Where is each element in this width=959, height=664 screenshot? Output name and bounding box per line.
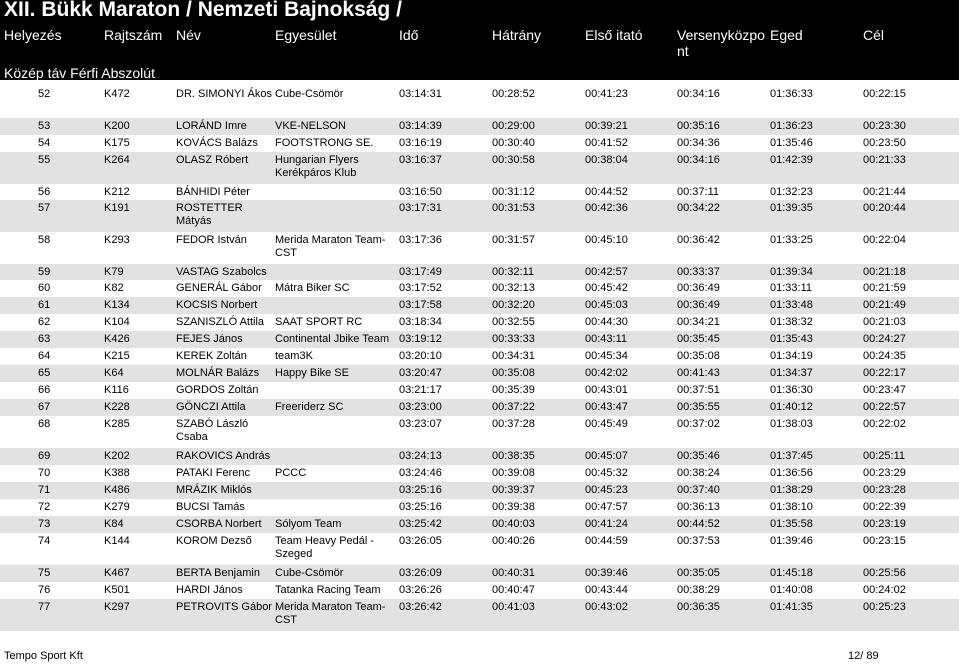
time-gap-cell: 00:40:26 — [492, 535, 535, 547]
split-versenykozpont-cell: 00:34:22 — [677, 202, 720, 214]
position-cell: 75 — [38, 567, 51, 579]
finish-time-cell: 03:17:52 — [399, 282, 442, 294]
footer-page-number: 12/ 89 — [848, 650, 879, 662]
rider-name-cell: FEDOR István — [176, 234, 247, 246]
split-cel-cell: 00:25:56 — [863, 567, 906, 579]
rider-name-cell: SZABÓ László Csaba — [176, 418, 249, 443]
bib-number-cell: K426 — [104, 333, 130, 345]
split-elso-itato-cell: 00:45:07 — [585, 450, 628, 462]
table-row — [0, 582, 959, 599]
club-name-cell: Mátra Biker SC — [275, 282, 350, 294]
position-cell: 73 — [38, 518, 51, 530]
column-header-egyesulet: Egyesület — [275, 27, 337, 43]
position-cell: 74 — [38, 535, 51, 547]
position-cell: 64 — [38, 350, 51, 362]
bib-number-cell: K202 — [104, 450, 130, 462]
rider-name-cell: BERTA Benjamin — [176, 567, 260, 579]
bib-number-cell: K82 — [104, 282, 124, 294]
bib-number-cell: K228 — [104, 401, 130, 413]
finish-time-cell: 03:18:34 — [399, 316, 442, 328]
club-name-cell: SAAT SPORT RC — [275, 316, 363, 328]
footer-company: Tempo Sport Kft — [4, 650, 83, 662]
split-cel-cell: 00:22:17 — [863, 367, 906, 379]
split-cel-cell: 00:23:47 — [863, 384, 906, 396]
finish-time-cell: 03:16:50 — [399, 186, 442, 198]
table-row — [0, 314, 959, 331]
column-header-rajtszam: Rajtszám — [104, 27, 163, 43]
time-gap-cell: 00:31:12 — [492, 186, 535, 198]
split-elso-itato-cell: 00:44:52 — [585, 186, 628, 198]
split-cel-cell: 00:25:23 — [863, 601, 906, 613]
time-gap-cell: 00:30:58 — [492, 154, 535, 166]
split-eged-cell: 01:35:46 — [770, 137, 813, 149]
split-versenykozpont-cell: 00:36:49 — [677, 282, 720, 294]
split-elso-itato-cell: 00:43:47 — [585, 401, 628, 413]
time-gap-cell: 00:32:11 — [492, 266, 535, 278]
rider-name-cell: HARDI János — [176, 584, 243, 596]
club-name-cell: Sólyom Team — [275, 518, 342, 530]
results-header — [0, 0, 959, 80]
split-cel-cell: 00:24:35 — [863, 350, 906, 362]
finish-time-cell: 03:26:42 — [399, 601, 442, 613]
position-cell: 67 — [38, 401, 51, 413]
split-elso-itato-cell: 00:41:23 — [585, 88, 628, 100]
column-header-cel: Cél — [863, 27, 885, 43]
finish-time-cell: 03:17:31 — [399, 202, 442, 214]
split-cel-cell: 00:24:27 — [863, 333, 906, 345]
table-row — [0, 599, 959, 631]
split-elso-itato-cell: 00:45:49 — [585, 418, 628, 430]
split-cel-cell: 00:23:29 — [863, 467, 906, 479]
position-cell: 53 — [38, 120, 51, 132]
category-subtitle: Közép táv Férfi Abszolút — [4, 65, 155, 81]
split-eged-cell: 01:36:56 — [770, 467, 813, 479]
club-name-cell: Tatanka Racing Team — [275, 584, 381, 596]
split-cel-cell: 00:24:02 — [863, 584, 906, 596]
split-elso-itato-cell: 00:41:24 — [585, 518, 628, 530]
rider-name-cell: SZANISZLÓ Attila — [176, 316, 265, 328]
club-name-cell: PCCC — [275, 467, 307, 479]
bib-number-cell: K104 — [104, 316, 130, 328]
split-versenykozpont-cell: 00:35:45 — [677, 333, 720, 345]
rider-name-cell: CSORBA Norbert — [176, 518, 262, 530]
split-elso-itato-cell: 00:39:21 — [585, 120, 628, 132]
table-row — [0, 499, 959, 516]
bib-number-cell: K297 — [104, 601, 130, 613]
time-gap-cell: 00:39:08 — [492, 467, 535, 479]
time-gap-cell: 00:32:20 — [492, 299, 535, 311]
split-cel-cell: 00:21:33 — [863, 154, 906, 166]
position-cell: 58 — [38, 234, 51, 246]
split-elso-itato-cell: 00:39:46 — [585, 567, 628, 579]
split-eged-cell: 01:34:37 — [770, 367, 813, 379]
split-elso-itato-cell: 00:45:10 — [585, 234, 628, 246]
split-eged-cell: 01:37:45 — [770, 450, 813, 462]
split-elso-itato-cell: 00:44:30 — [585, 316, 628, 328]
rider-name-cell: PETROVITS Gábor — [176, 601, 272, 613]
split-eged-cell: 01:39:34 — [770, 266, 813, 278]
table-row — [0, 448, 959, 465]
split-elso-itato-cell: 00:43:02 — [585, 601, 628, 613]
split-cel-cell: 00:22:39 — [863, 501, 906, 513]
finish-time-cell: 03:21:17 — [399, 384, 442, 396]
split-eged-cell: 01:38:29 — [770, 484, 813, 496]
club-name-cell: Team Heavy Pedál - Szeged — [275, 535, 375, 560]
split-versenykozpont-cell: 00:35:46 — [677, 450, 720, 462]
bib-number-cell: K84 — [104, 518, 124, 530]
split-cel-cell: 00:23:30 — [863, 120, 906, 132]
club-name-cell: Hungarian Flyers Kerékpáros Klub — [275, 154, 359, 179]
column-header-nev: Név — [176, 27, 201, 43]
split-eged-cell: 01:35:43 — [770, 333, 813, 345]
split-eged-cell: 01:38:03 — [770, 418, 813, 430]
split-elso-itato-cell: 00:42:57 — [585, 266, 628, 278]
position-cell: 70 — [38, 467, 51, 479]
split-elso-itato-cell: 00:42:36 — [585, 202, 628, 214]
split-versenykozpont-cell: 00:37:40 — [677, 484, 720, 496]
time-gap-cell: 00:32:13 — [492, 282, 535, 294]
column-header-hatrany: Hátrány — [492, 27, 542, 43]
split-versenykozpont-cell: 00:34:21 — [677, 316, 720, 328]
rider-name-cell: LORÁND Imre — [176, 120, 247, 132]
bib-number-cell: K116 — [104, 384, 129, 396]
rider-name-cell: KOCSIS Norbert — [176, 299, 258, 311]
finish-time-cell: 03:14:31 — [399, 88, 442, 100]
finish-time-cell: 03:26:26 — [399, 584, 442, 596]
split-eged-cell: 01:42:39 — [770, 154, 813, 166]
finish-time-cell: 03:19:12 — [399, 333, 442, 345]
position-cell: 52 — [38, 88, 51, 100]
bib-number-cell: K200 — [104, 120, 130, 132]
table-row — [0, 200, 959, 232]
split-eged-cell: 01:36:23 — [770, 120, 813, 132]
rider-name-cell: MOLNÁR Balázs — [176, 367, 260, 379]
time-gap-cell: 00:37:22 — [492, 401, 535, 413]
club-name-cell: Freeriderz SC — [275, 401, 344, 413]
finish-time-cell: 03:16:37 — [399, 154, 442, 166]
split-cel-cell: 00:21:18 — [863, 266, 906, 278]
split-cel-cell: 00:20:44 — [863, 202, 906, 214]
split-eged-cell: 01:34:19 — [770, 350, 813, 362]
rider-name-cell: GÖNCZI Attila — [176, 401, 246, 413]
club-name-cell: VKE-NELSON — [275, 120, 346, 132]
time-gap-cell: 00:38:35 — [492, 450, 535, 462]
bib-number-cell: K285 — [104, 418, 130, 430]
split-cel-cell: 00:23:15 — [863, 535, 906, 547]
time-gap-cell: 00:39:37 — [492, 484, 535, 496]
split-cel-cell: 00:23:50 — [863, 137, 906, 149]
split-elso-itato-cell: 00:45:03 — [585, 299, 628, 311]
time-gap-cell: 00:33:33 — [492, 333, 535, 345]
table-row — [0, 382, 959, 399]
split-eged-cell: 01:45:18 — [770, 567, 813, 579]
split-cel-cell: 00:25:11 — [863, 450, 906, 462]
table-row — [0, 152, 959, 184]
split-cel-cell: 00:21:49 — [863, 299, 906, 311]
column-header-versenykozpont: Versenyközpont — [677, 27, 765, 59]
table-row — [0, 184, 959, 200]
bib-number-cell: K264 — [104, 154, 130, 166]
split-eged-cell: 01:32:23 — [770, 186, 813, 198]
split-versenykozpont-cell: 00:36:35 — [677, 601, 720, 613]
split-versenykozpont-cell: 00:37:02 — [677, 418, 720, 430]
rider-name-cell: KOVÁCS Balázs — [176, 137, 258, 149]
time-gap-cell: 00:37:28 — [492, 418, 535, 430]
split-versenykozpont-cell: 00:37:51 — [677, 384, 720, 396]
bib-number-cell: K191 — [104, 202, 130, 214]
time-gap-cell: 00:30:40 — [492, 137, 535, 149]
table-row — [0, 565, 959, 582]
split-eged-cell: 01:38:10 — [770, 501, 813, 513]
position-cell: 61 — [38, 299, 51, 311]
table-row — [0, 399, 959, 416]
bib-number-cell: K388 — [104, 467, 130, 479]
finish-time-cell: 03:17:36 — [399, 234, 442, 246]
position-cell: 59 — [38, 266, 51, 278]
rider-name-cell: MRÁZIK Miklós — [176, 484, 252, 496]
split-eged-cell: 01:33:48 — [770, 299, 813, 311]
time-gap-cell: 00:28:52 — [492, 88, 535, 100]
position-cell: 60 — [38, 282, 51, 294]
finish-time-cell: 03:23:00 — [399, 401, 442, 413]
column-header-eged: Eged — [770, 27, 803, 43]
position-cell: 56 — [38, 186, 51, 198]
split-eged-cell: 01:41:35 — [770, 601, 813, 613]
time-gap-cell: 00:40:47 — [492, 584, 535, 596]
split-versenykozpont-cell: 00:44:52 — [677, 518, 720, 530]
position-cell: 62 — [38, 316, 51, 328]
bib-number-cell: K79 — [104, 266, 124, 278]
split-elso-itato-cell: 00:41:52 — [585, 137, 628, 149]
finish-time-cell: 03:26:09 — [399, 567, 442, 579]
split-elso-itato-cell: 00:44:59 — [585, 535, 628, 547]
finish-time-cell: 03:20:47 — [399, 367, 442, 379]
time-gap-cell: 00:40:03 — [492, 518, 535, 530]
split-versenykozpont-cell: 00:35:05 — [677, 567, 720, 579]
finish-time-cell: 03:16:19 — [399, 137, 442, 149]
split-versenykozpont-cell: 00:37:11 — [677, 186, 720, 198]
finish-time-cell: 03:17:58 — [399, 299, 442, 311]
bib-number-cell: K293 — [104, 234, 130, 246]
rider-name-cell: BUCSI Tamás — [176, 501, 245, 513]
bib-number-cell: K467 — [104, 567, 130, 579]
split-eged-cell: 01:40:08 — [770, 584, 813, 596]
rider-name-cell: OLASZ Róbert — [176, 154, 249, 166]
split-versenykozpont-cell: 00:38:24 — [677, 467, 720, 479]
time-gap-cell: 00:29:00 — [492, 120, 535, 132]
time-gap-cell: 00:39:38 — [492, 501, 535, 513]
column-header-helyezes: Helyezés — [4, 27, 62, 43]
position-cell: 55 — [38, 154, 51, 166]
split-elso-itato-cell: 00:45:32 — [585, 467, 628, 479]
time-gap-cell: 00:35:39 — [492, 384, 535, 396]
position-cell: 54 — [38, 137, 51, 149]
rider-name-cell: VASTAG Szabolcs — [176, 266, 267, 278]
time-gap-cell: 00:35:08 — [492, 367, 535, 379]
split-cel-cell: 00:21:03 — [863, 316, 906, 328]
club-name-cell: Cube-Csömör — [275, 88, 344, 100]
table-row — [0, 232, 959, 264]
bib-number-cell: K144 — [104, 535, 130, 547]
split-elso-itato-cell: 00:45:42 — [585, 282, 628, 294]
split-versenykozpont-cell: 00:37:53 — [677, 535, 720, 547]
split-eged-cell: 01:35:58 — [770, 518, 813, 530]
split-cel-cell: 00:22:02 — [863, 418, 906, 430]
bib-number-cell: K175 — [104, 137, 130, 149]
split-eged-cell: 01:39:35 — [770, 202, 813, 214]
table-row — [0, 348, 959, 365]
bib-number-cell: K64 — [104, 367, 124, 379]
position-cell: 71 — [38, 484, 51, 496]
position-cell: 68 — [38, 418, 51, 430]
table-row — [0, 297, 959, 314]
split-elso-itato-cell: 00:47:57 — [585, 501, 628, 513]
club-name-cell: Merida Maraton Team-CST — [275, 234, 386, 259]
split-versenykozpont-cell: 00:38:29 — [677, 584, 720, 596]
rider-name-cell: FEJES János — [176, 333, 243, 345]
club-name-cell: Cube-Csömör — [275, 567, 344, 579]
split-cel-cell: 00:21:44 — [863, 186, 906, 198]
split-versenykozpont-cell: 00:35:08 — [677, 350, 720, 362]
position-cell: 66 — [38, 384, 51, 396]
split-versenykozpont-cell: 00:33:37 — [677, 266, 720, 278]
finish-time-cell: 03:25:16 — [399, 484, 442, 496]
finish-time-cell: 03:25:42 — [399, 518, 442, 530]
finish-time-cell: 03:20:10 — [399, 350, 442, 362]
split-cel-cell: 00:23:28 — [863, 484, 906, 496]
table-row — [0, 331, 959, 348]
bib-number-cell: K279 — [104, 501, 130, 513]
rider-name-cell: BÁNHIDI Péter — [176, 186, 250, 198]
split-eged-cell: 01:33:11 — [770, 282, 813, 294]
split-elso-itato-cell: 00:43:01 — [585, 384, 628, 396]
table-row — [0, 482, 959, 499]
bib-number-cell: K472 — [104, 88, 130, 100]
position-cell: 77 — [38, 601, 51, 613]
rider-name-cell: KOROM Dezső — [176, 535, 252, 547]
table-row — [0, 86, 959, 118]
finish-time-cell: 03:24:46 — [399, 467, 442, 479]
bib-number-cell: K215 — [104, 350, 130, 362]
finish-time-cell: 03:24:13 — [399, 450, 442, 462]
club-name-cell: FOOTSTRONG SE. — [275, 137, 374, 149]
time-gap-cell: 00:41:03 — [492, 601, 535, 613]
table-row — [0, 465, 959, 482]
split-versenykozpont-cell: 00:36:13 — [677, 501, 720, 513]
bib-number-cell: K486 — [104, 484, 130, 496]
split-eged-cell: 01:38:32 — [770, 316, 813, 328]
time-gap-cell: 00:34:31 — [492, 350, 535, 362]
split-eged-cell: 01:36:30 — [770, 384, 813, 396]
split-elso-itato-cell: 00:43:11 — [585, 333, 628, 345]
split-versenykozpont-cell: 00:36:49 — [677, 299, 720, 311]
split-elso-itato-cell: 00:43:44 — [585, 584, 628, 596]
table-row — [0, 416, 959, 448]
table-row — [0, 516, 959, 533]
split-eged-cell: 01:40:12 — [770, 401, 813, 413]
table-row — [0, 280, 959, 297]
table-row — [0, 365, 959, 382]
time-gap-cell: 00:31:53 — [492, 202, 535, 214]
finish-time-cell: 03:17:49 — [399, 266, 442, 278]
position-cell: 57 — [38, 202, 51, 214]
rider-name-cell: ROSTETTER Mátyás — [176, 202, 243, 227]
split-eged-cell: 01:33:25 — [770, 234, 813, 246]
split-elso-itato-cell: 00:45:34 — [585, 350, 628, 362]
split-versenykozpont-cell: 00:36:42 — [677, 234, 720, 246]
bib-number-cell: K134 — [104, 299, 130, 311]
time-gap-cell: 00:40:31 — [492, 567, 535, 579]
table-row — [0, 118, 959, 135]
position-cell: 65 — [38, 367, 51, 379]
split-eged-cell: 01:36:33 — [770, 88, 813, 100]
rider-name-cell: RAKOVICS András — [176, 450, 271, 462]
club-name-cell: Merida Maraton Team-CST — [275, 601, 386, 626]
split-elso-itato-cell: 00:45:23 — [585, 484, 628, 496]
finish-time-cell: 03:14:39 — [399, 120, 442, 132]
position-cell: 69 — [38, 450, 51, 462]
finish-time-cell: 03:26:05 — [399, 535, 442, 547]
rider-name-cell: DR. SIMONYI Ákos — [176, 88, 272, 100]
split-cel-cell: 00:22:04 — [863, 234, 906, 246]
position-cell: 76 — [38, 584, 51, 596]
split-cel-cell: 00:22:15 — [863, 88, 906, 100]
rider-name-cell: GENERÁL Gábor — [176, 282, 262, 294]
bib-number-cell: K212 — [104, 186, 130, 198]
position-cell: 63 — [38, 333, 51, 345]
split-versenykozpont-cell: 00:34:16 — [677, 88, 720, 100]
split-cel-cell: 00:22:57 — [863, 401, 906, 413]
column-header-elso-itato: Első itató — [585, 27, 643, 43]
time-gap-cell: 00:31:57 — [492, 234, 535, 246]
club-name-cell: team3K — [275, 350, 313, 362]
rider-name-cell: GORDOS Zoltán — [176, 384, 259, 396]
finish-time-cell: 03:23:07 — [399, 418, 442, 430]
bib-number-cell: K501 — [104, 584, 130, 596]
split-elso-itato-cell: 00:42:02 — [585, 367, 628, 379]
split-versenykozpont-cell: 00:35:55 — [677, 401, 720, 413]
split-elso-itato-cell: 00:38:04 — [585, 154, 628, 166]
club-name-cell: Continental Jbike Team — [275, 333, 390, 345]
split-versenykozpont-cell: 00:35:16 — [677, 120, 720, 132]
split-versenykozpont-cell: 00:41:43 — [677, 367, 720, 379]
table-row — [0, 533, 959, 565]
page-title: XII. Bükk Maraton / Nemzeti Bajnokság / — [4, 0, 402, 21]
split-eged-cell: 01:39:46 — [770, 535, 813, 547]
rider-name-cell: KEREK Zoltán — [176, 350, 247, 362]
split-cel-cell: 00:23:19 — [863, 518, 906, 530]
table-row — [0, 264, 959, 280]
time-gap-cell: 00:32:55 — [492, 316, 535, 328]
club-name-cell: Happy Bike SE — [275, 367, 349, 379]
position-cell: 72 — [38, 501, 51, 513]
split-versenykozpont-cell: 00:34:36 — [677, 137, 720, 149]
table-row — [0, 135, 959, 152]
rider-name-cell: PATAKI Ferenc — [176, 467, 250, 479]
finish-time-cell: 03:25:16 — [399, 501, 442, 513]
column-header-ido: Idő — [399, 27, 419, 43]
split-versenykozpont-cell: 00:34:16 — [677, 154, 720, 166]
split-cel-cell: 00:21:59 — [863, 282, 906, 294]
